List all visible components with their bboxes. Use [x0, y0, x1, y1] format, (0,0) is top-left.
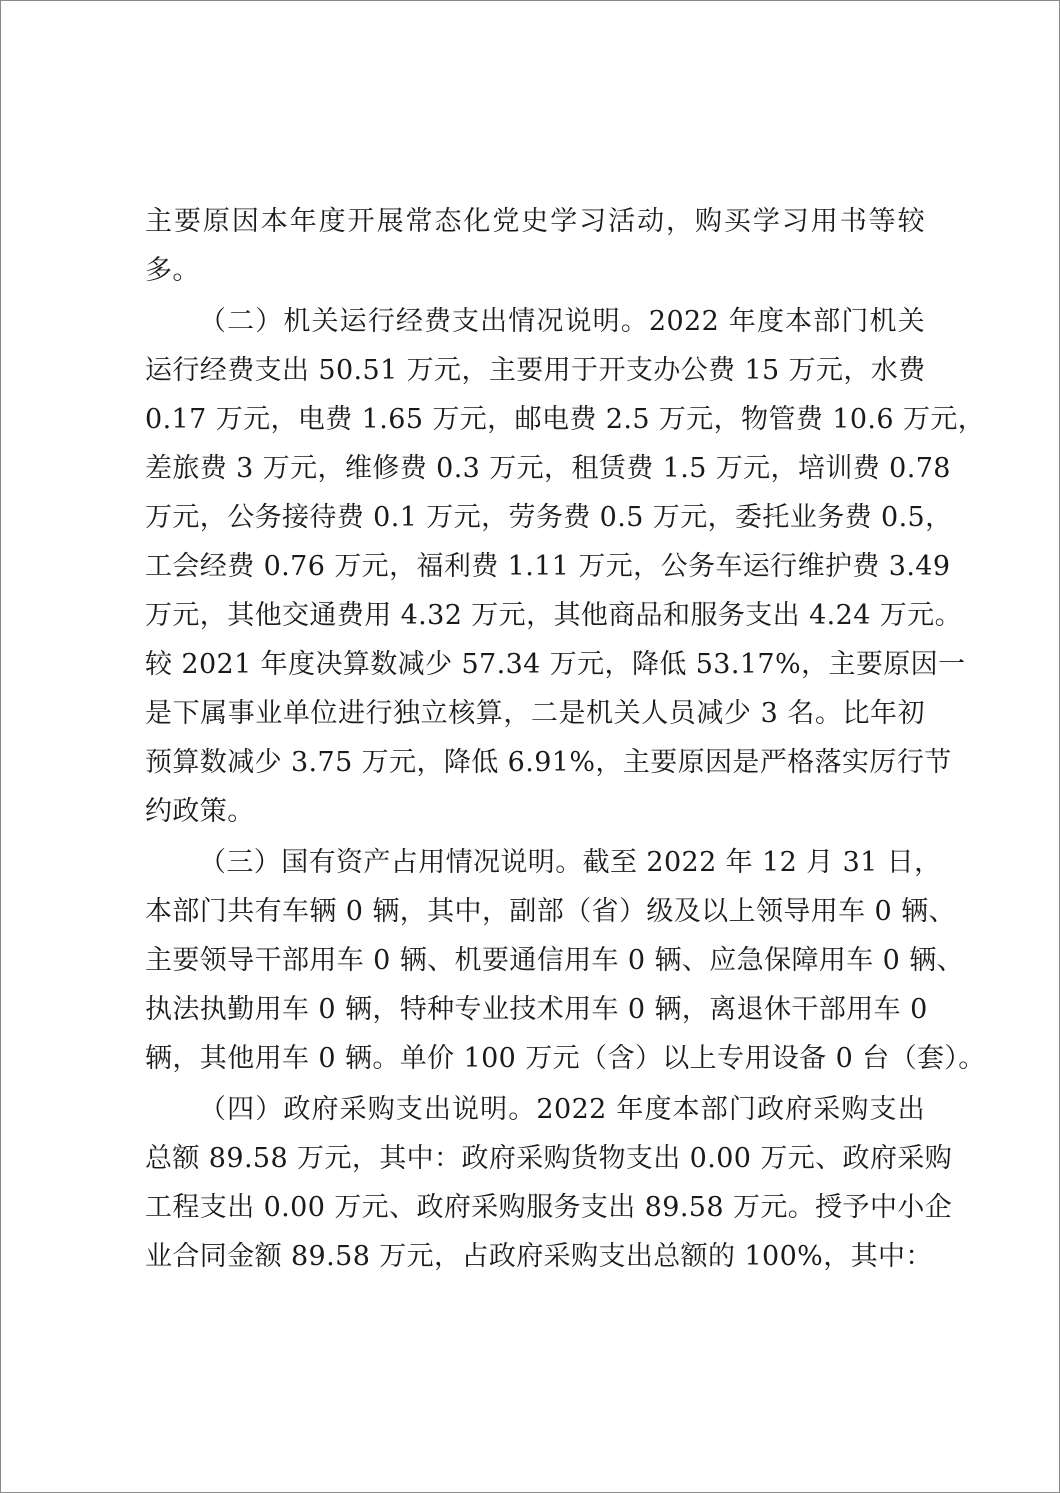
paragraph-government-procurement	[145, 1085, 953, 1281]
text-line: 工程支出 0.00 万元、政府采购服务支出 89.58 万元。授予中小企	[145, 1192, 953, 1223]
text-line: 主要原因本年度开展常态化党史学习活动，购买学习用书等较	[145, 206, 925, 237]
text-line: （二）机关运行经费支出情况说明。2022 年度本部门机关	[199, 306, 925, 337]
text-line: 辆，其他用车 0 辆。单价 100 万元（含）以上专用设备 0 台（套）。	[145, 1043, 986, 1074]
text-line: 多。	[145, 255, 200, 286]
text-line: 差旅费 3 万元，维修费 0.3 万元，租赁费 1.5 万元，培训费 0.78	[145, 453, 951, 484]
text-line: （三）国有资产占用情况说明。截至 2022 年 12 月 31 日，	[199, 847, 942, 878]
text-line: 约政策。	[145, 796, 255, 827]
text-line: 是下属事业单位进行独立核算，二是机关人员减少 3 名。比年初	[145, 698, 925, 729]
text-line: 总额 89.58 万元，其中：政府采购货物支出 0.00 万元、政府采购	[145, 1143, 953, 1174]
body-text	[145, 197, 986, 1281]
text-line: 运行经费支出 50.51 万元，主要用于开支办公费 15 万元，水费	[145, 355, 926, 386]
text-line: 较 2021 年度决算数减少 57.34 万元，降低 53.17%，主要原因一	[145, 649, 966, 680]
text-line: 万元，公务接待费 0.1 万元，劳务费 0.5 万元，委托业务费 0.5，	[145, 502, 953, 533]
text-line: 万元，其他交通费用 4.32 万元，其他商品和服务支出 4.24 万元。	[145, 600, 962, 631]
paragraph-continuation	[145, 197, 925, 295]
text-line: 业合同金额 89.58 万元，占政府采购支出总额的 100%，其中：	[145, 1241, 933, 1272]
text-line: 0.17 万元，电费 1.65 万元，邮电费 2.5 万元，物管费 10.6 万元，	[145, 404, 986, 435]
text-line: 执法执勤用车 0 辆，特种专业技术用车 0 辆，离退休干部用车 0	[145, 994, 928, 1025]
text-line: 预算数减少 3.75 万元，降低 6.91%，主要原因是严格落实厉行节	[145, 747, 952, 778]
text-line: 本部门共有车辆 0 辆，其中，副部（省）级及以上领导用车 0 辆、	[145, 896, 956, 927]
text-line: 主要领导干部用车 0 辆、机要通信用车 0 辆、应急保障用车 0 辆、	[145, 945, 965, 976]
paragraph-state-assets	[145, 838, 986, 1083]
text-line: 工会经费 0.76 万元，福利费 1.11 万元，公务车运行维护费 3.49	[145, 551, 951, 582]
paragraph-office-operating-expenses	[145, 297, 986, 836]
text-line: （四）政府采购支出说明。2022 年度本部门政府采购支出	[199, 1094, 925, 1125]
